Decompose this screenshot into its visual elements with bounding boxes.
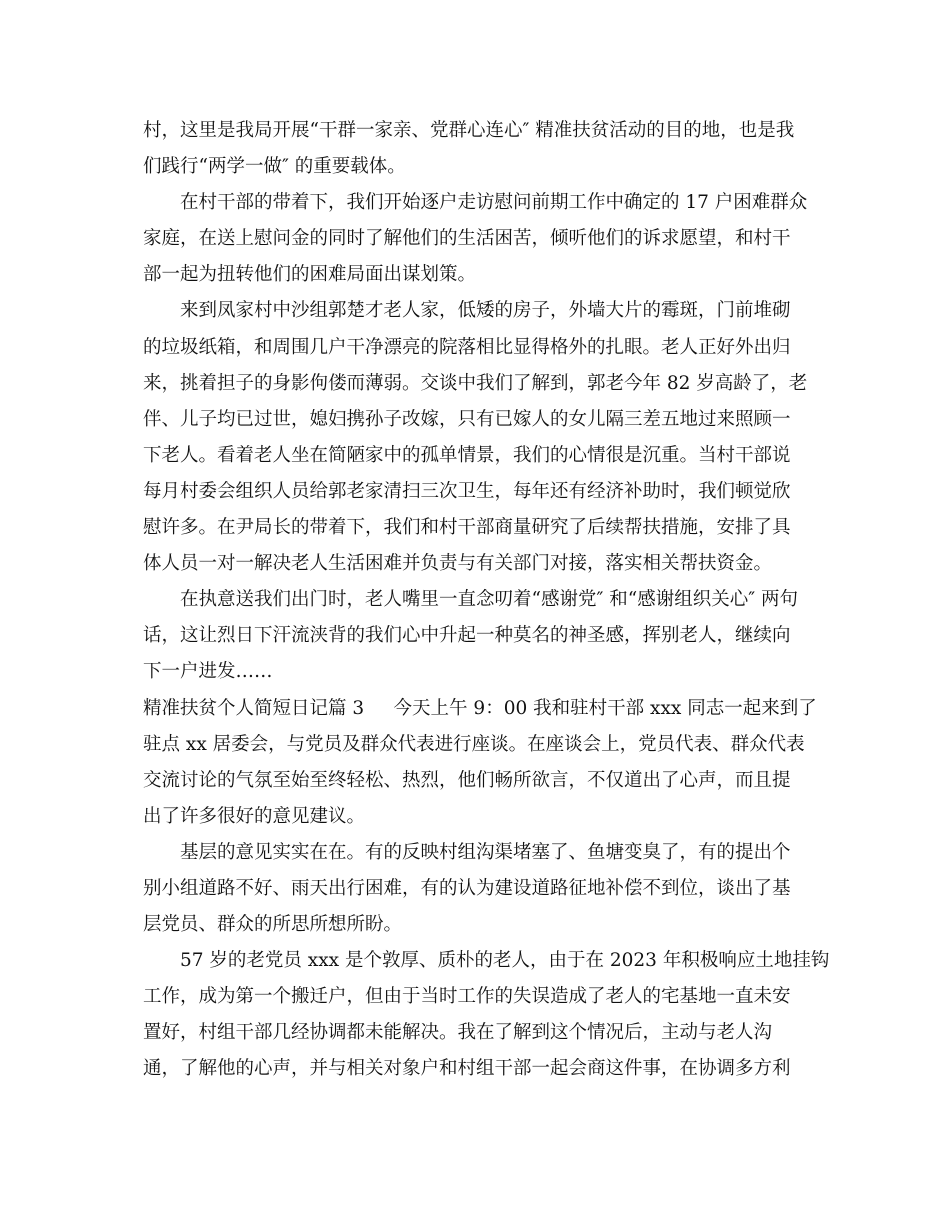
text-line: 慰许多。在尹局长的带着下，我们和村干部商量研究了后续帮扶措施，安排了具: [143, 517, 791, 539]
text-line: 层党员、群众的所思所想所盼。: [143, 914, 403, 936]
text-line: 通，了解他的心声，并与相关对象户和村组干部一起会商这件事，在协调多方利: [143, 1058, 791, 1080]
text-line: 驻点 xx 居委会，与党员及群众代表进行座谈。在座谈会上，党员代表、群众代表: [143, 733, 805, 755]
text-line: 的垃圾纸箱，和周围几户干净漂亮的院落相比显得格外的扎眼。老人正好外出归: [143, 336, 791, 358]
text-line: 体人员一对一解决老人生活困难并负责与有关部门对接，落实相关帮扶资金。: [143, 553, 773, 575]
document-body: [143, 113, 830, 1088]
text-line: 别小组道路不好、雨天出行困难，有的认为建设道路征地补偿不到位，谈出了基: [143, 877, 791, 899]
text-line: 精准扶贫个人简短日记篇 3 今天上午 9：00 我和驻村干部 xxx 同志一起来到了: [143, 697, 817, 719]
text-line: 们践行“两学一做″ 的重要载体。: [143, 156, 406, 178]
text-line: 下老人。看着老人坐在简陋家中的孤单情景，我们的心情很是沉重。当村干部说: [143, 444, 791, 466]
text-line: 下一户进发……: [143, 661, 273, 683]
text-line: 家庭，在送上慰问金的同时了解他们的生活困苦，倾听他们的诉求愿望，和村干: [143, 228, 791, 250]
text-line: 57 岁的老党员 xxx 是个敦厚、质朴的老人，由于在 2023 年积极响应土地挂钩: [180, 950, 830, 972]
text-line: 置好，村组干部几经协调都未能解决。我在了解到这个情况后，主动与老人沟: [143, 1022, 773, 1044]
text-line: 村，这里是我局开展“干群一家亲、党群心连心″ 精准扶贫活动的目的地，也是我: [143, 120, 795, 141]
text-line: 交流讨论的气氛至始至终轻松、热烈，他们畅所欲言，不仅道出了心声，而且提: [143, 769, 791, 791]
text-line: 在村干部的带着下，我们开始逐户走访慰问前期工作中确定的 17 户困难群众: [180, 192, 808, 214]
text-line: 来，挑着担子的身影佝偻而薄弱。交谈中我们了解到，郭老今年 82 岁高龄了，老: [143, 372, 808, 394]
text-line: 话，这让烈日下汗流浃背的我们心中升起一种莫名的神圣感，挥别老人，继续向: [143, 625, 791, 647]
text-line: 部一起为扭转他们的困难局面出谋划策。: [143, 264, 477, 286]
text-line: 工作，成为第一个搬迁户，但由于当时工作的失误造成了老人的宅基地一直未安: [143, 986, 791, 1008]
text-line: 来到凤家村中沙组郭楚才老人家，低矮的房子，外墙大片的霉斑，门前堆砌: [180, 300, 791, 322]
text-line: 每月村委会组织人员给郭老家清扫三次卫生，每年还有经济补助时，我们顿觉欣: [143, 480, 791, 502]
text-line: 伴、儿子均已过世，媳妇携孙子改嫁，只有已嫁人的女儿隔三差五地过来照顾一: [143, 408, 791, 430]
text-line: 基层的意见实实在在。有的反映村组沟渠堵塞了、鱼塘变臭了，有的提出个: [180, 841, 791, 863]
text-line: 在执意送我们出门时，老人嘴里一直念叨着“感谢党″ 和“感谢组织关心″ 两句: [180, 589, 799, 611]
text-line: 出了许多很好的意见建议。: [143, 805, 366, 827]
